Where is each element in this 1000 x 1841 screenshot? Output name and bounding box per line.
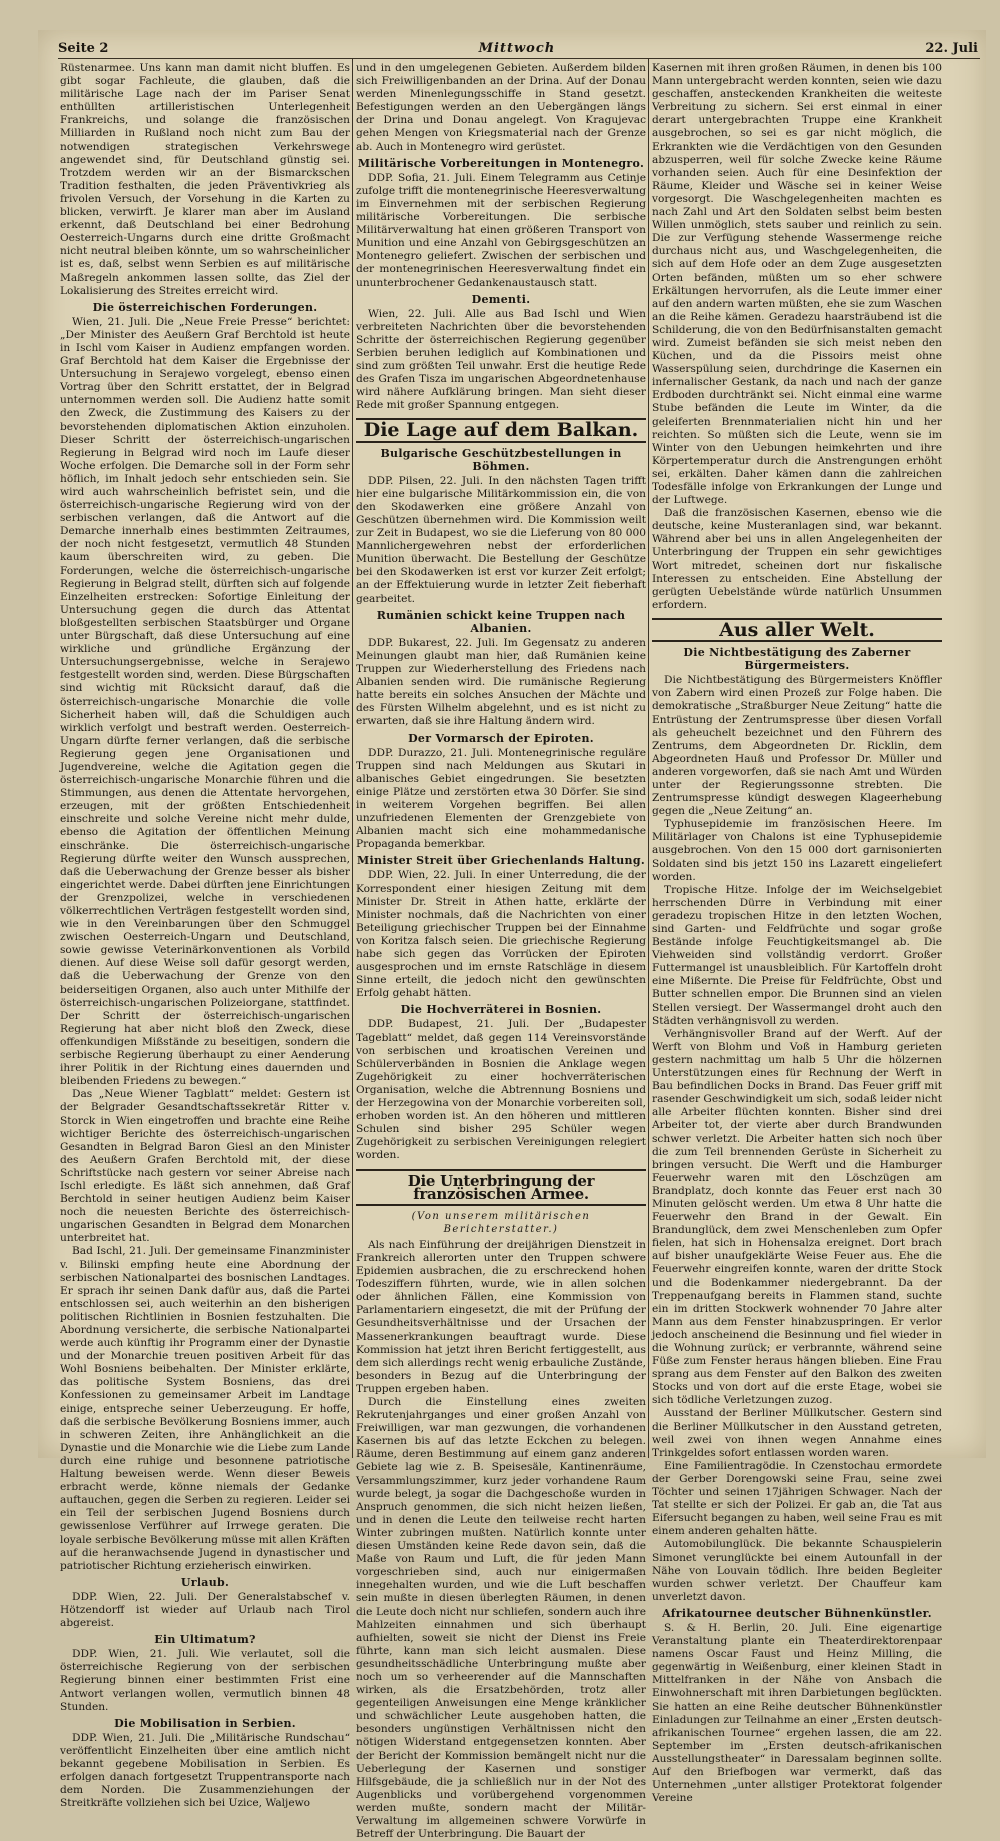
article-text: DDP. Durazzo, 21. Juli. Montenegrinische reguläre Truppen sind nach Meldungen aus Skutari in albanisches Gebiet eingedrungen. Sie besetzten einige Plätze und zerstörten etwa 30 Dörfer. Sie sind in weiterem Vorgehen begriffen. Bei allen unzufriedenen Elementen der Grenzgebiete von Albanien macht sich eine mohammedanische Propaganda bemerkbar. [356,746,646,851]
article-text: DDP. Bukarest, 22. Juli. Im Gegensatz zu anderen Meinungen glaubt man hier, daß Rumänien keine Truppen zur Wiederherstellung des Friedens nach Albanien senden wird. Die rumänische Regierung hatte bereits ein solches Ansuchen der Mächte und des Fürsten Wilhelm abgelehnt, und es ist nicht zu erwarten, daß sie ihre Haltung ändern wird. [356,636,646,728]
article-text: DDP. Wien, 21. Juli. Wie verlautet, soll die österreichische Regierung von der serbischen Regierung binnen einer bestimmten Frist eine Antwort verlangen wollen, vermutlich binnen 48 Stunden. [60,1648,350,1713]
header-rule [58,58,980,59]
article-text: Das „Neue Wiener Tagblatt“ meldet: Gestern ist der Belgrader Gesandtschaftssekretär Ritter v. Storck in Wien eingetroffen und brachte eine Reihe wichtiger Berichte des österreichisch-ungarischen Gesandten in Belgrad Baron Giesl an den Minister des Aeußern Grafen Berchtold mit, der diese Schriftstücke nach gestern vor seiner Abreise nach Ischl erledigte. Es läßt sich annehmen, daß Graf Berchtold in seiner heutigen Audienz beim Kaiser noch die neuesten Berichte des österreichisch-ungarischen Gesandten in Belgrad dem Monarchen unterbreitet hat. [60,1088,350,1245]
page-number: Seite 2 [58,40,109,56]
article-text: und in den umgelegenen Gebieten. Außerdem bilden sich Freiwilligenbanden an der Drina. Auf der Donau werden Minenlegungsschiffe in Stand gesetzt. Befestigungen werden an den Uebergängen längs der Drina und Donau angelegt. Von Kragujevac gehen Mengen von Kriegsmaterial nach der Grenze ab. Auch in Montenegro wird gerüstet. [356,62,646,153]
section-heading: Die österreichischen Forderungen. [92,300,318,314]
article-text: Kasernen mit ihren großen Räumen, in denen bis 100 Mann untergebracht werden konnten, seien wie dazu geschaffen, ansteckenden Krankheiten die weiteste Verbreitung zu sichern. Sei erst einmal in einer derart untergebrachten Truppe eine Krankheit ausgebrochen, so sei es gar nicht möglich, die Erkrankten wie die Verdächtigen von den Gesunden abzusperren, weil für solche Zwecke keine Räume vorhanden seien. Auch für eine Desinfektion der Räume, Kleider und Wäsche sei in keiner Weise vorgesorgt. Die Waschgelegenheiten machten es nach Zahl und Art den Soldaten selbst beim besten Willen unmöglich, stets sauber und reinlich zu sein. Die zur Verfügung stehende Wassermenge reiche durchaus nicht aus, und Waschgelegenheiten, die sich auf dem Hofe oder an dem Zuge ausgesetzten Orten befänden, müßten um so eher schwere Erkältungen hervorrufen, als die Leute immer einer auf den andern warten müßten, ehe sie zum Waschen an die Reihe kämen. Geradezu haarsträubend ist die Schilderung, die von den Bedürfnisanstalten gemacht wird. Zumeist befänden sie sich meist neben den Küchen, und da die Pissoirs meist ohne Wasserspülung seien, durchdringe die Kasernen ein infernalischer Gestank, da nach und nach der ganze Erdboden durchtränkt sei. Nicht einmal eine warme Stube befänden die Leute im Winter, da die geleiferten Brennmaterialien nicht hin und her reichten. So müßten sich die Leute, wenn sie im Winter von den Uebungen heimkehrten und ihre Körpertemperatur durch die Anstrengungen erhöht sei, erkälten. Daher kämen dann die zahlreichen Todesfälle infolge von Erkrankungen der Lunge und der Luftwege. [652,62,942,507]
article-text: DDP. Wien, 21. Juli. Die „Militärische Rundschau“ veröffentlicht Einzelheiten über eine amtlich nicht bekannt gegebene Mobilisation in Serbien. Es erfolgen danach fortgesetzt Truppentransporte nach dem Norden. Die Zusammenziehungen der Streitkräfte vollziehen sich bei Uzice, Waljewo [60,1731,350,1810]
article-text: Typhusepidemie im französischen Heere. Im Militärlager von Chalons ist eine Typhusepidemie ausgebrochen. Von den 15 000 dort garnisonierten Soldaten sind bis jetzt 150 ins Lazarett eingeliefert worden. [652,818,942,883]
column-divider [352,58,353,1458]
article-text: DDP. Budapest, 21. Juli. Der „Budapester Tageblatt“ meldet, daß gegen 114 Vereinsvorstände von serbischen und kroatischen Vereinen und Schülerverbänden in Bosnien die Anklage wegen Zugehörigkeit zu einer hochverräterischen Organisation, welche die Abtrennung Bosniens und der Herzegowina von der Monarchie vorbereiten soll, erhoben worden ist. An den höheren und mittleren Schulen sind bisher 295 Schüler wegen Zugehörigkeit zu serbischen Vereinigungen relegiert worden. [356,1018,646,1162]
article-text: Tropische Hitze. Infolge der im Weichselgebiet herrschenden Dürre in Verbindung mit einer geradezu tropischen Hitze in den letzten Wochen, sind Garten- und Feldfrüchte und sogar große Bestände infolge Feuchtigkeitsmangel ab. Die Viehweiden sind vollständig verdorrt. Großer Futtermangel ist unausbleiblich. Für Kartoffeln droht eine Mißernte. Die Preise für Feldfrüchte, Obst und Butter schnellen empor. Die Brunnen sind an vielen Stellen versiegt. Der Wassermangel droht auch den Städten verhängnisvoll zu werden. [652,883,942,1027]
article-text: DDP. Sofia, 21. Juli. Einem Telegramm aus Cetinje zufolge trifft die montenegrinische Heeresverwaltung im Einvernehmen mit der serbischen Regierung militärische Vorbereitungen. Die serbische Militärverwaltung hat einen größeren Transport von Munition und eine Anzahl von Gebirgsgeschützen an Montenegro geliefert. Zwischen der serbischen und der montenegrinischen Heeresverwaltung findet ein ununterbrochener Gedankenaustausch statt. [356,171,646,289]
article-text: Die Nichtbestätigung des Bürgermeisters Knöffler von Zabern wird einen Prozeß zur Folge haben. Die demokratische „Straßburger Neue Zeitung“ hatte die Entrüstung der Zentrumspresse über diesen Vorfall als geheuchelt bezeichnet und den Führern des Zentrums, dem Abgeordneten Dr. Ricklin, dem Abgeordneten Hauß und Professor Dr. Müller und anderen vorgeworfen, daß sie nach Amt und Würden unter der Regierungssonne strebten. Die Zentrumspresse kündigt deswegen Klageerhebung gegen die „Neue Zeitung“ an. [652,674,942,818]
article-text: Automobilunglück. Die bekannte Schauspielerin Simonet verunglückte bei einem Autounfall in der Nähe von Louvain tödlich. Ihre beiden Begleiter wurden schwer verletzt. Der Chauffeur kam unverletzt davon. [652,1538,942,1603]
section-heading: Die Mobilisation in Serbien. [114,1716,296,1730]
column-2 [356,62,646,1841]
article-text: Durch die Einstellung eines zweiten Rekrutenjahrganges und einer großen Anzahl von Freiwilligen, war man gezwungen, die vorhandenen Kasernen bis auf das letzte Eckchen zu belegen. Räume, deren Bestimmung auf einem ganz anderen Gebiete lag wie z. B. Speisesäle, Kantinenräume, Versammlungszimmer, kurz jeder vorhandene Raum wurde belegt, ja sogar die Dachgeschoße wurden in Anspruch genommen, die sich nicht heizen ließen, und in denen die Leute den teilweise recht harten Winter zubringen mußten. Natürlich konnte unter diesen Umständen keine Rede davon sein, daß die Maße von Raum und Luft, die für jeden Mann vorgeschrieben sind, auch nur einigermaßen innegehalten wurden, und wie die Luft beschaffen sein mußte in diesen überlegten Räumen, in denen die Leute doch nicht nur schliefen, sondern auch ihre Mahlzeiten einnahmen und sich überhaupt aufhielten, soweit sie nicht der Dienst ins Freie führte, kann man sich leicht ausmalen. Diese gesundheitsschädliche Unterbringung mußte aber noch um so verheerender auf die Mannschaften wirken, als die Ersatzbehörden, trotz aller gegenteiligen Anweisungen eine Menge kränklicher und schwächlicher Leute ausgehoben hatten, die besonders ungünstigen Verhältnissen nicht den nötigen Widerstand entgegensetzen konnten. Aber der Bericht der Kommission bemängelt nicht nur die Ueberlegung der Kasernen und sonstiger Hilfsgebäude, die ja schließlich nur in der Not des Augenblicks und vorübergehend vorgenommen werden mußte, sondern macht der Militär-Verwaltung im allgemeinen schwere Vorwürfe in Betreff der Unterbringung. Die Bauart der [356,1396,646,1841]
issue-date: 22. Juli [925,40,978,56]
section-heading: Ein Ultimatum? [154,1633,256,1647]
article-text: Verhängnisvoller Brand auf der Werft. Auf der Werft von Blohm und Voß in Hamburg gerieten gestern nachmittag um halb 5 Uhr die hölzernen Unterstützungen eines für Rechnung der Werft in Bau befindlichen Docks in Brand. Das Feuer griff mit rasender Geschwindigkeit um sich, sodaß leider nicht alle Arbeiter flüchten konnten. Bisher sind drei Arbeiter tot, der vierte aber durch Brandwunden schwer verletzt. Die Arbeiter hatten sich noch über die zum Teil brennenden Gerüste in Sicherheit zu bringen versucht. Die Werft und die Hamburger Feuerwehr waren mit den Löschzügen am Brandplatz, doch konnte das Feuer erst nach 30 Minuten gelöscht werden. Um etwa 8 Uhr hatte die Feuerwehr den Brand in der Gewalt. Ein Brandunglück, dem zwei Menschenleben zum Opfer fielen, hat sich in Hohensalza ereignet. Dort brach auf bisher unaufgeklärte Weise Feuer aus. Ehe die Feuerwehr eingreifen konnte, waren der dritte Stock und die Bodenkammer niedergebrannt. Da der Treppenaufgang bereits in Flammen stand, suchte ein im dritten Stockwerk wohnender 70 Jahre alter Mann aus dem Fenster hinabzuspringen. Er verlor jedoch anscheinend die Besinnung und fiel wieder in die Wohnung zurück; er verbrannte, während seine Füße zum Fenster heraus hängen blieben. Eine Frau sprang aus dem Fenster auf den Balkon des zweiten Stocks und von dort auf die erste Etage, wobei sie sich tödliche Verletzungen zuzog. [652,1027,942,1407]
section-heading: Bulgarische Geschützbestellungen in Böhmen. [380,446,622,473]
column-divider [648,58,649,1458]
article-text: Rüstenarmee. Uns kann man damit nicht bluffen. Es gibt sogar Fachleute, die glauben, daß die militärische Lage nach der im Pariser Senat enthüllten artilleristischen Unterlegenheit Frankreichs, und solange die französischen Milliarden in Rußland noch nicht zum Bau der notwendigen strategischen Verkehrswege angewendet sind, für Deutschland günstig sei. Trotzdem werden wir an der Bismarckschen Tradition festhalten, die jeden Präventivkrieg als frivolen Versuch, der Vorsehung in die Karten zu blicken, verwirft. Je klarer man aber im Ausland erkennt, daß Deutschland bei einer Bedrohung Oesterreich-Ungarns durch eine dritte Großmacht nicht neutral bleiben könnte, um so wahrscheinlicher ist es, daß, selbst wenn Serbien es auf militärische Maßregeln ankommen lassen sollte, das Ziel der Lokalisierung des Streites erreicht wird. [60,62,350,297]
article-text: S. & H. Berlin, 20. Juli. Eine eigenartige Veranstaltung plante ein Theaterdirektorenpaar namens Oscar Faust und Heinz Milling, die gegenwärtig in Weißenburg, einer kleinen Stadt in Mittelfranken in der Nähe von Ansbach die Einwohnerschaft mit ihren Darbietungen beglückten. Sie hatten an eine Reihe deutscher Bühnenkünstler Einladungen zur Teilnahme an einer „Ersten deutsch-afrikanischen Tournee“ ergehen lassen, die am 22. September im „Ersten deutsch-afrikanischen Ausstellungstheater“ in Daressalam beginnen sollte. Auf den Briefbogen war vermerkt, daß das Unternehmen „unter allstiger Protektorat folgender Vereine [652,1621,942,1805]
section-heading: Die Nichtbestätigung des Zaberner Bürgermeisters. [683,646,911,673]
section-heading: Militärische Vorbereitungen in Montenegro. [357,156,645,170]
section-heading: Afrikatournee deutscher Bühnenkünstler. [662,1606,932,1620]
section-heading: Die Hochverräterei in Bosnien. [400,1003,602,1017]
article-text: Als nach Einführung der dreijährigen Dienstzeit in Frankreich allerorten unter den Truppen schwere Epidemien ausbrachen, die zu erschreckend hohen Todesziffern führten, wurde, wie in allen solchen oder ähnlichen Fällen, eine Kommission von Parlamentariern eingesetzt, die mit der Prüfung der Gesundheitsverhältnisse und der Ursachen der Massenerkrankungen beauftragt wurde. Diese Kommission hat jetzt ihren Bericht fertiggestellt, aus dem sich allerdings recht wenig erbauliche Zustände, besonders in Bezug auf die Unterbringung der Truppen ergeben haben. [356,1238,646,1395]
section-heading: Urlaub. [180,1575,230,1589]
article-text: Wien, 22. Juli. Alle aus Bad Ischl und Wien verbreiteten Nachrichten über die bevorstehenden Schritte der österreichischen Regierung gegenüber Serbien beruhen lediglich auf Kombinationen und sind zum größten Teil unwahr. Erst die heutige Rede des Grafen Tisza im ungarischen Abgeordnetenhause wird nähere Aufklärung bringen. Man sieht dieser Rede mit großer Spannung entgegen. [356,307,646,412]
article-text: Bad Ischl, 21. Juli. Der gemeinsame Finanzminister v. Bilinski empfing heute eine Abordnung der serbischen Nationalpartei des bosnischen Landtages. Er sprach ihr seinen Dank dafür aus, daß die Partei entschlossen sei, auch weiterhin an den bisherigen politischen Richtlinien in Bosnien festzuhalten. Die Abordnung versicherte, die serbische Nationalpartei werde auch künftig ihr Programm einer der Dynastie und der Monarchie treuen positiven Arbeit für das Wohl Bosniens beibehalten. Der Minister erklärte, das politische System Bosniens, das drei Konfessionen zu gemeinsamer Arbeit im Landtage einige, entspreche seiner Ueberzeugung. Er hoffe, daß die serbische Bevölkerung Bosniens immer, auch in schweren Zeiten, ihre Anhänglichkeit an die Dynastie und die Monarchie wie die Liebe zum Lande durch eine ruhige und besonnene patriotische Haltung beweisen werde. Wenn dieser Beweis erbracht werde, könne niemals der Gedanke auftauchen, gegen die Serben zu regieren. Leider sei ein Teil der serbischen Jugend Bosniens durch gewissenlose Verführer auf Irrwege geraten. Die loyale serbische Bevölkerung müsse mit allen Kräften auf die heranwachsende Jugend in dynastischer und patriotischer Richtung erzieherisch einwirken. [60,1245,350,1572]
major-headline: Die Lage auf dem Balkan. [356,418,646,442]
article-text: Daß die französischen Kasernen, ebenso wie die deutsche, keine Musteranlagen sind, war bekannt. Während aber bei uns in allen Angelegenheiten der Unterbringung der Truppen ein sehr gewichtiges Wort mitredet, scheinen dort nur fiskalische Interessen zu entscheiden. Eine Abstellung der gerügten Uebelstände würde natürlich Unsummen erfordern. [652,507,942,611]
article-text: Eine Familientragödie. In Czenstochau ermordete der Gerber Dorengowski seine Frau, seine zwei Töchter und seinen 17jährigen Schwager. Nach der Tat stellte er sich der Polizei. Er gab an, die Tat aus Eifersucht begangen zu haben, weil seine Frau es mit einem anderen gehalten hätte. [652,1459,942,1538]
major-headline: Die Unterbringung der französischen Armee. [356,1169,646,1206]
page-header [58,38,978,58]
article-text: Ausstand der Berliner Müllkutscher. Gestern sind die Berliner Müllkutscher in den Ausstand getreten, weil zwei von ihnen wegen Annahme eines Trinkgeldes sofort entlassen worden waren. [652,1407,942,1459]
section-heading: Der Vormarsch der Epiroten. [408,731,594,745]
column-1 [60,62,350,1810]
article-text: DDP. Pilsen, 22. Juli. In den nächsten Tagen trifft hier eine bulgarische Militärkommission ein, die von den Skodawerken eine größere Anzahl von Geschützen übernehmen wird. Die Kommission weilt zur Zeit in Budapest, wo sie die Lieferung von 80 000 Mannlichergewehren nebst der erforderlichen Munition überwacht. Die Bestellung der Geschütze bei den Skodawerken ist erst vor kurzer Zeit erfolgt; an der Effektuierung wurde in letzter Zeit fieberhaft gearbeitet. [356,474,646,605]
weekday: Mittwoch [478,40,556,56]
section-heading: Minister Streit über Griechenlands Haltung. [357,854,645,868]
column-3 [652,62,942,1805]
major-headline: Aus aller Welt. [652,618,942,642]
section-heading: Dementi. [471,292,531,306]
article-text: DDP. Wien, 22. Juli. In einer Unterredung, die der Korrespondent einer hiesigen Zeitung mit dem Minister Dr. Streit in Athen hatte, erklärte der Minister nochmals, daß die Nachrichten von einer Beteiligung griechischer Truppen bei der Einnahme von Koritza falsch seien. Die griechische Regierung habe sich gegen das Vorrücken der Epiroten ausgesprochen und im ernste Ratschläge in diesem Sinne erteilt, die jedoch nicht den gewünschten Erfolg gehabt hätten. [356,869,646,1000]
article-text: DDP. Wien, 22. Juli. Der Generalstabschef v. Hötzendorff ist wieder auf Urlaub nach Tirol abgereist. [60,1590,350,1630]
article-text: Wien, 21. Juli. Die „Neue Freie Presse“ berichtet: „Der Minister des Aeußern Graf Berchtold ist heute in Ischl vom Kaiser in Audienz empfangen worden. Graf Berchtold hat dem Kaiser die Ergebnisse der Untersuchung in Serajewo vorgelegt, ebenso einen Vortrag über den Schritt erstattet, der in Belgrad unternommen werden soll. Die Audienz hatte somit den Zweck, die Zustimmung des Kaisers zu der bevorstehenden diplomatischen Aktion einzuholen. Dieser Schritt der österreichisch-ungarischen Regierung in Belgrad wird noch im Laufe dieser Woche erfolgen. Die Demarche soll in der Form sehr höflich, im Inhalt jedoch sehr entschieden sein. Sie wird auch wahrscheinlich befristet sein, und die österreichisch-ungarische Regierung wird von der serbischen verlangen, daß die Antwort auf die Demarche innerhalb eines bestimmten Zeitraumes, der noch nicht festgesetzt, vermutlich 48 Stunden kaum überschreiten wird, zu geben. Die Forderungen, welche die österreichisch-ungarische Regierung in Belgrad stellt, dürften sich auf folgende Einzelheiten erstrecken: Sofortige Einleitung der Untersuchung gegen die durch das Attentat bloßgestellten serbischen Staatsbürger und Organe unter Bürgschaft, daß diese Untersuchung auf eine wirkliche und gründliche Ergänzung der Untersuchungsergebnisse, welche in Serajewo festgestellt worden sind, werden. Diese Bürgschaften sind wichtig mit Rücksicht darauf, daß die österreichisch-ungarische Monarchie die volle Sicherheit haben will, daß die Schuldigen auch wirklich verfolgt und bestraft werden. Oesterreich-Ungarn dürfte ferner verlangen, daß die serbische Regierung gegen jene Organisationen und Jugendvereine, welche die Agitation gegen die österreichisch-ungarische Monarchie führen und die Stimmungen, aus denen die Attentate hervorgehen, erzeugen, mit der größten Entschiedenheit einschreite und solche Vereine nicht mehr dulde, ebenso die Agitation der öffentlichen Meinung einschränke. Die österreichisch-ungarische Regierung dürfte weiter den Wunsch aussprechen, daß die Ueberwachung der Grenze besser als bisher eingerichtet werde. Dabei dürften jene Einrichtungen der Grenzpolizei, welche in verschiedenen völkerrechtlichen Verträgen festgestellt worden sind, wie in den Vereinbarungen über den Schmuggel zwischen Oesterreich-Ungarn und Deutschland, sowie gewisse Veterinärkonventionen als Vorbild dienen. Auf diese Weise soll dafür gesorgt werden, daß die Ueberwachung der Grenze von den beiderseitigen Organen, also auch unter Mithilfe der österreichisch-ungarischen Polizeiorgane, stattfindet. Der Schritt der österreichisch-ungarischen Regierung hat aber nicht bloß den Zweck, diese offenkundigen Mißstände zu beseitigen, sondern die serbische Regierung überhaupt zu einer Aenderung ihrer Politik in der Richtung eines dauernden und bleibenden Friedens zu bewegen.“ [60,315,350,1088]
section-heading: Rumänien schickt keine Truppen nach Albanien. [376,608,626,635]
byline: (Von unserem militärischen Berichterstatter.) [411,1210,591,1235]
